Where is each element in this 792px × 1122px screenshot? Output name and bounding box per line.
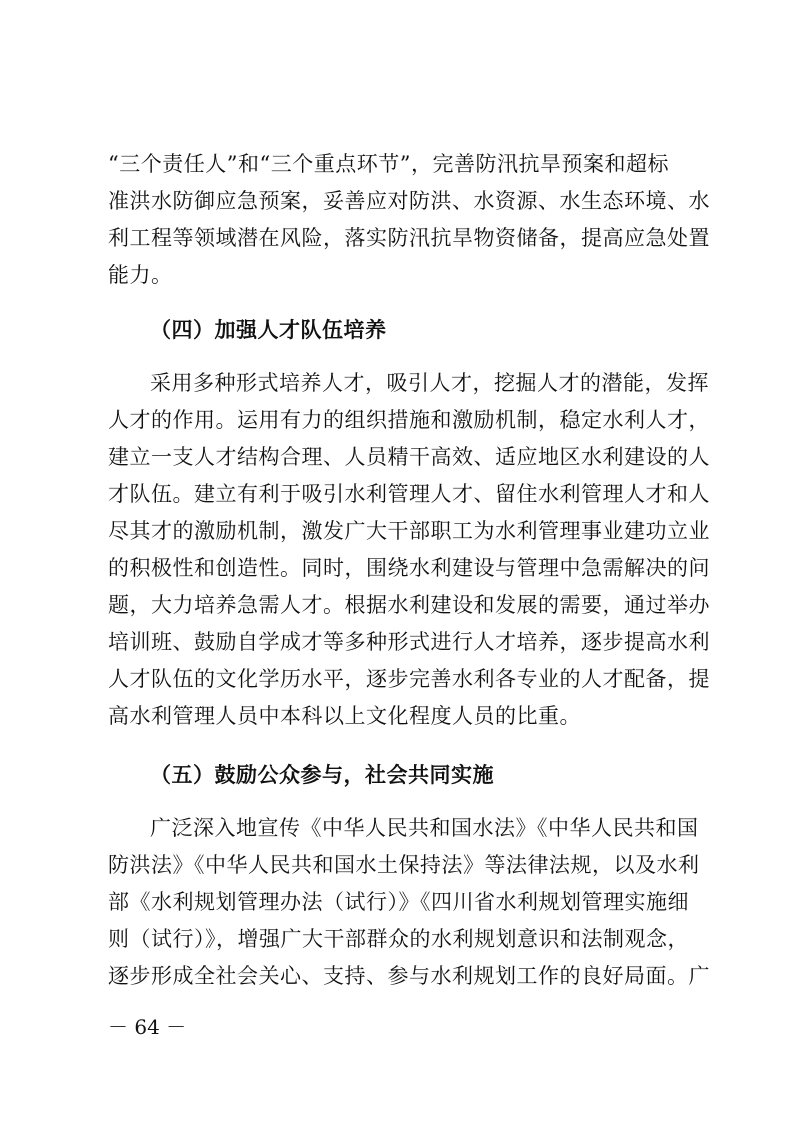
paragraph-line: 则（试行）》，增强广大干部群众的水利规划意识和法制观念， (108, 927, 689, 951)
paragraph-line: 才队伍。建立有利于吸引水利管理人才、留住水利管理人才和人 (108, 482, 710, 506)
paragraph-talent-training (108, 365, 710, 735)
paragraph-line: “三个责任人”和“三个重点环节”，完善防汛抗旱预案和超标 (108, 152, 669, 176)
paragraph-line: 题，大力培养急需人才。根据水利建设和发展的需要，通过举办 (108, 593, 710, 617)
paragraph-line: 逐步形成全社会关心、支持、参与水利规划工作的良好局面。广 (108, 964, 710, 988)
paragraph-line: 高水利管理人员中本科以上文化程度人员的比重。 (108, 704, 581, 728)
paragraph-line: 培训班、鼓励自学成才等多种形式进行人才培养，逐步提高水利 (108, 630, 710, 654)
paragraph-public-participation (108, 810, 710, 995)
section-heading-public-participation: （五）鼓励公众参与，社会共同实施 (150, 762, 494, 787)
paragraph-line: 人才队伍的文化学历水平，逐步完善水利各专业的人才配备，提 (108, 667, 710, 691)
paragraph-line: 广泛深入地宣传《中华人民共和国水法》《中华人民共和国 (150, 816, 699, 840)
paragraph-line: 尽其才的激励机制，激发广大干部职工为水利管理事业建功立业 (108, 519, 710, 543)
paragraph-line: 利工程等领域潜在风险，落实防汛抗旱物资储备，提高应急处置 (108, 226, 710, 250)
paragraph-line: 采用多种形式培养人才，吸引人才，挖掘人才的潜能，发挥 (150, 371, 709, 395)
page-number: － 64 － (108, 1015, 187, 1039)
paragraph-line: 防洪法》《中华人民共和国水土保持法》等法律法规，以及水利 (108, 853, 700, 877)
paragraph-line: 准洪水防御应急预案，妥善应对防洪、水资源、水生态环境、水 (108, 189, 710, 213)
paragraph-line: 建立一支人才结构合理、人员精干高效、适应地区水利建设的人 (108, 445, 710, 469)
paragraph-line: 人才的作用。运用有力的组织措施和激励机制，稳定水利人才， (108, 408, 710, 432)
paragraph-flood-control (108, 146, 710, 294)
paragraph-line: 的积极性和创造性。同时，围绕水利建设与管理中急需解决的问 (108, 556, 710, 580)
section-heading-talent: （四）加强人才队伍培养 (150, 317, 387, 342)
paragraph-line: 能力。 (108, 263, 173, 287)
paragraph-line: 部《水利规划管理办法（试行）》《四川省水利规划管理实施细 (108, 890, 689, 914)
